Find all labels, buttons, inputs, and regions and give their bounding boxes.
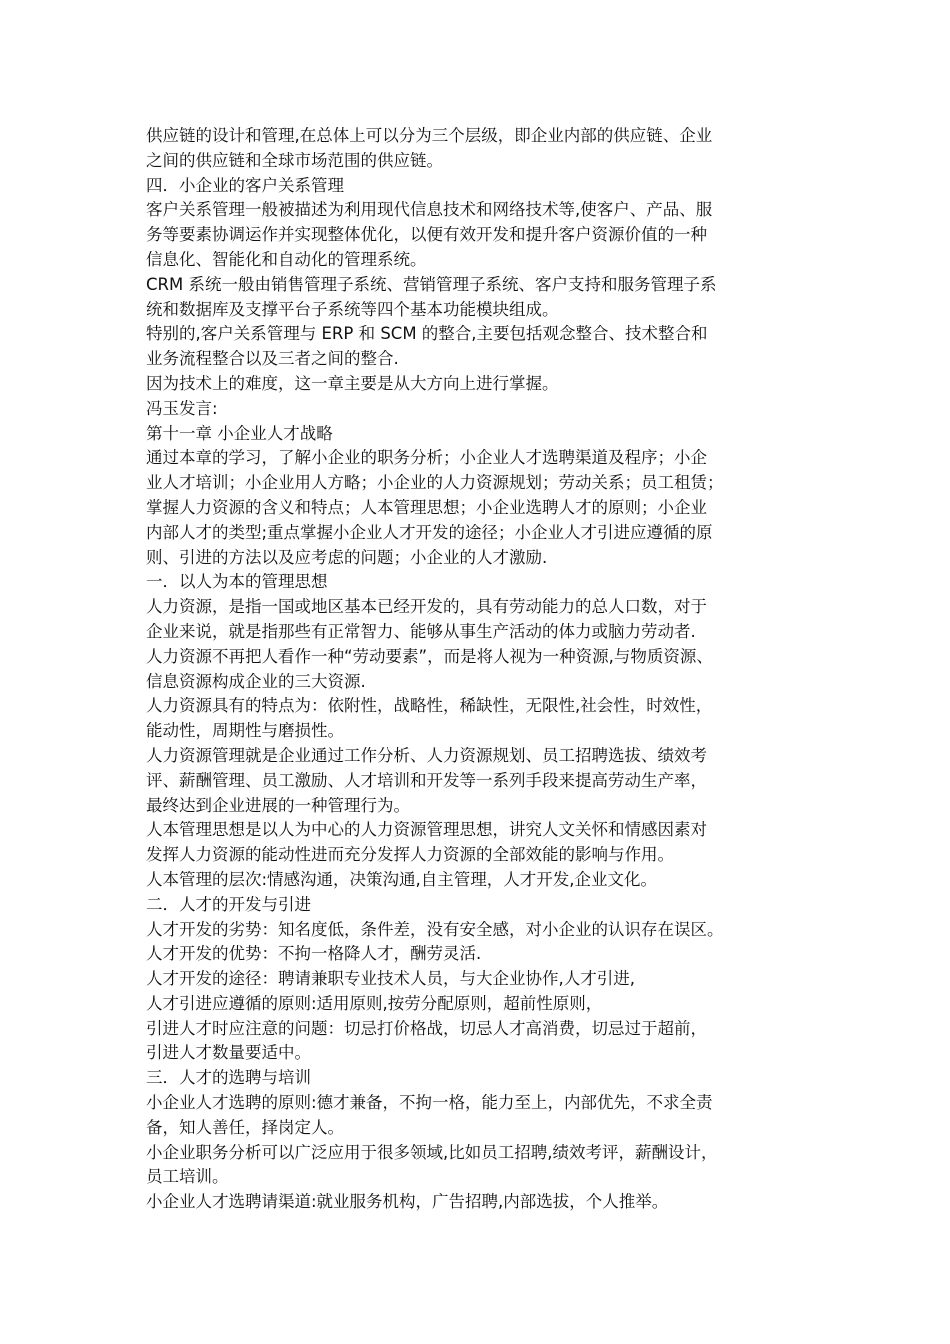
text-line: 掌握人力资源的含义和特点；人本管理思想；小企业选聘人才的原则；小企业	[146, 497, 707, 517]
text-line: 冯玉发言:	[146, 398, 218, 418]
text-line: 企业来说，就是指那些有正常智力、能够从事生产活动的体力或脑力劳动者.	[146, 621, 696, 641]
text-line: 供应链的设计和管理,在总体上可以分为三个层级，即企业内部的供应链、企业	[146, 126, 713, 145]
text-line: 发挥人力资源的能动性进而充分发挥人力资源的全部效能的影响与作用。	[146, 845, 674, 865]
text-line: 小企业人才选聘请渠道:就业服务机构，广告招聘,内部选拔，个人推举。	[146, 1192, 669, 1212]
text-line: 之间的供应链和全球市场范围的供应链。	[146, 150, 443, 170]
text-line: 引进人才数量要适中。	[146, 1043, 311, 1063]
text-line: 统和数据库及支撑平台子系统等四个基本功能模块组成。	[146, 299, 559, 319]
text-line: 业务流程整合以及三者之间的整合.	[146, 349, 399, 369]
text-line: 内部人才的类型;重点掌握小企业人才开发的途径；小企业人才引进应遵循的原	[146, 522, 713, 542]
text-line: 务等要素协调运作并实现整体优化，以便有效开发和提升客户资源价值的一种	[146, 225, 707, 245]
text-line: 人本管理的层次:情感沟通，决策沟通,自主管理，人才开发,企业文化。	[146, 869, 658, 889]
section-heading: 三．人才的选聘与培训	[146, 1068, 311, 1088]
text-line: 人才开发的优势：不拘一格降人才，酬劳灵活.	[146, 944, 482, 964]
text-line: 人本管理思想是以人为中心的人力资源管理思想，讲究人文关怀和情感因素对	[146, 820, 707, 840]
text-line: 人力资源具有的特点为：依附性，战略性，稀缺性，无限性,社会性，时效性，	[146, 696, 713, 716]
text-line: 人力资源不再把人看作一种“劳动要素”，而是将人视为一种资源,与物质资源、	[146, 646, 713, 666]
text-line: 则、引进的方法以及应考虑的问题；小企业的人才激励.	[146, 547, 548, 567]
section-heading: 四．小企业的客户关系管理	[146, 175, 344, 195]
text-line: 特别的,客户关系管理与 ERP 和 SCM 的整合,主要包括观念整合、技术整合和	[146, 324, 708, 344]
text-line: 通过本章的学习，了解小企业的职务分析；小企业人才选聘渠道及程序；小企	[146, 448, 707, 468]
text-line: 小企业人才选聘的原则:德才兼备，不拘一格，能力至上，内部优先，不求全责	[146, 1093, 713, 1113]
section-heading: 一．以人为本的管理思想	[146, 572, 328, 592]
text-line: 因为技术上的难度，这一章主要是从大方向上进行掌握。	[146, 373, 559, 393]
text-line: 人力资源，是指一国或地区基本已经开发的，具有劳动能力的总人口数，对于	[146, 597, 707, 617]
section-heading: 二．人才的开发与引进	[146, 894, 311, 914]
text-line: 信息化、智能化和自动化的管理系统。	[146, 249, 427, 269]
text-line: 小企业职务分析可以广泛应用于很多领域,比如员工招聘,绩效考评，薪酬设计，	[146, 1142, 718, 1162]
text-line: 业人才培训；小企业用人方略；小企业的人力资源规划；劳动关系；员工租赁；	[146, 473, 724, 493]
text-line: 人力资源管理就是企业通过工作分析、人力资源规划、员工招聘选拔、绩效考	[146, 745, 707, 765]
text-line: 最终达到企业进展的一种管理行为。	[146, 795, 410, 815]
text-line: 人才引进应遵循的原则:适用原则,按劳分配原则，超前性原则，	[146, 993, 603, 1013]
text-line: 评、薪酬管理、员工激励、人才培训和开发等一系列手段来提高劳动生产率，	[146, 770, 707, 790]
text-line: 员工培训。	[146, 1167, 229, 1187]
text-line: 引进人才时应注意的问题：切忌打价格战，切忌人才高消费，切忌过于超前，	[146, 1018, 707, 1038]
text-line: 信息资源构成企业的三大资源.	[146, 671, 366, 691]
chapter-heading: 第十一章 小企业人才战略	[146, 423, 333, 443]
text-line: 备，知人善任，择岗定人。	[146, 1117, 344, 1137]
document-body	[146, 124, 818, 1215]
text-line: CRM 系统一般由销售管理子系统、营销管理子系统、客户支持和服务管理子系	[146, 274, 717, 294]
text-line: 人才开发的劣势：知名度低，条件差，没有安全感，对小企业的认识存在误区。	[146, 919, 724, 939]
text-line: 客户关系管理一般被描述为利用现代信息技术和网络技术等,使客户、产品、服	[146, 200, 713, 220]
text-line: 人才开发的途径：聘请兼职专业技术人员，与大企业协作,人才引进,	[146, 969, 635, 989]
text-line: 能动性，周期性与磨损性。	[146, 721, 344, 741]
